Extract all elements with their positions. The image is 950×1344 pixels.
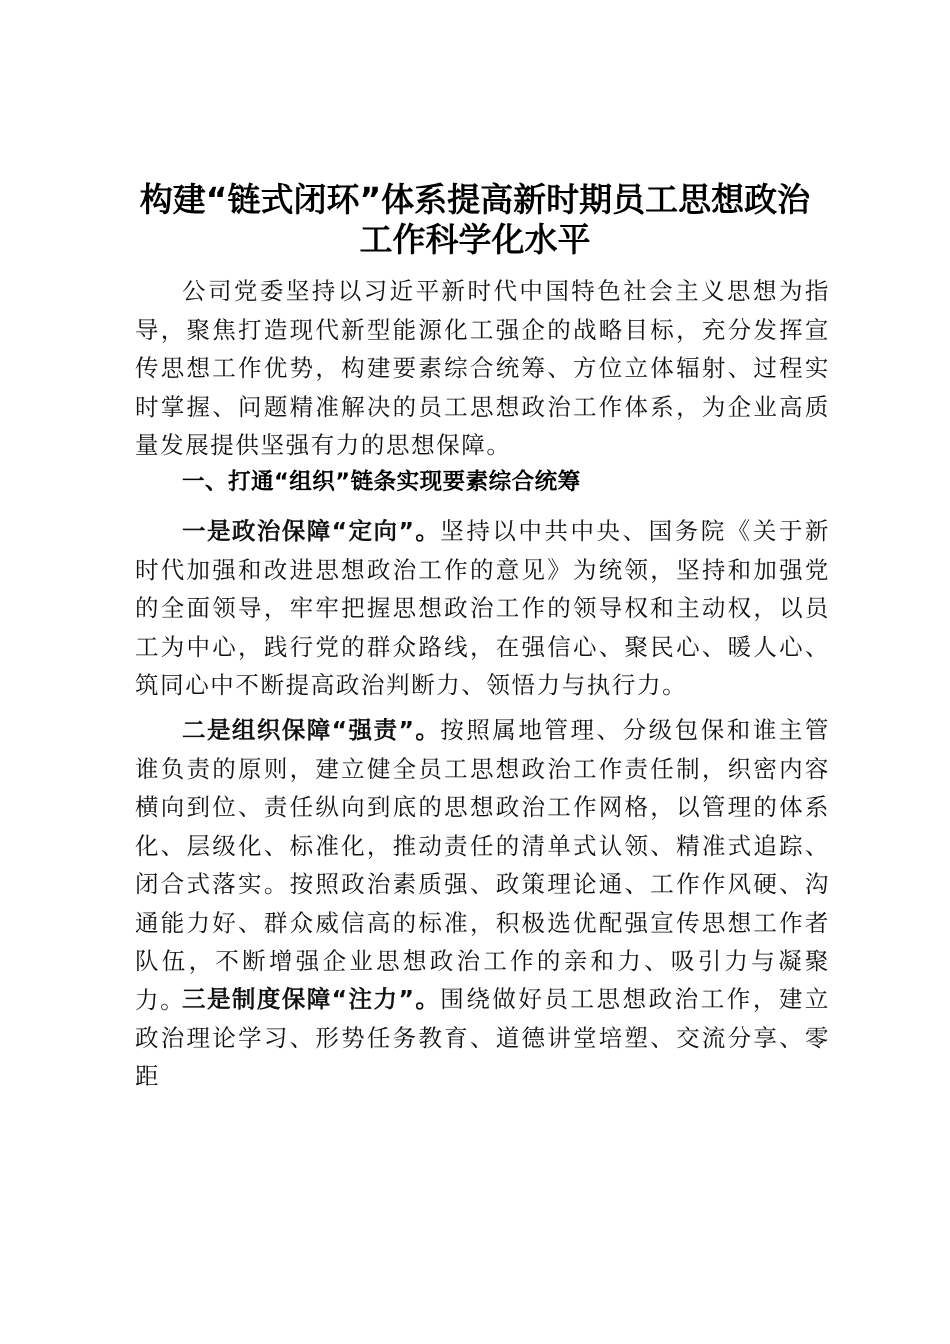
- body-paragraph-3: [135, 980, 830, 1096]
- paragraph-body: 围绕做好员工思想政治工作，建立政治理论学习、形势任务教育、道德讲堂培塑、交流分享、零距: [135, 985, 831, 1090]
- paragraph-lead: 二是组织保障“强责”。: [182, 716, 441, 744]
- intro-paragraph: 公司党委坚持以习近平新时代中国特色社会主义思想为指导，聚焦打造现代新型能源化工强企的战略目标，充分发挥宣传思想工作优势，构建要素综合统筹、方位立体辐射、过程实时掌握、问题精准解决的员工思想政治工作体系，为企业高质量发展提供坚强有力的思想保障。: [135, 277, 830, 459]
- document-title-line-2: 工作科学化水平: [359, 220, 591, 259]
- paragraph-lead: 一是政治保障“定向”。: [182, 517, 441, 545]
- paragraph-body: 按照属地管理、分级包保和谁主管谁负责的原则，建立健全员工思想政治工作责任制，织密内容横向到位、责任纵向到底的思想政治工作网格，以管理的体系化、层级化、标准化，推动责任的清单式认领、精准式追踪、闭合式落实。按照政治素质强、政策理论通、工作作风硬、沟通能力好、群众威信高的标准，积极选优配强宣传思想工作者队伍，不断增强企业思想政治工作的亲和力、吸引力与凝聚力。: [135, 716, 831, 1014]
- paragraph-body: 坚持以中共中央、国务院《关于新时代加强和改进思想政治工作的意见》为统领，坚持和加强党的全面领导，牢牢把握思想政治工作的领导权和主动权，以员工为中心，践行党的群众路线，在强信心、聚民心、暖人心、筑同心中不断提高政治判断力、领悟力与执行力。: [135, 517, 831, 699]
- section-heading-1: 一、打通“组织”链条实现要素综合统筹: [182, 469, 581, 495]
- body-paragraph-1: [135, 512, 830, 705]
- paragraph-lead: 三是制度保障“注力”。: [182, 985, 441, 1013]
- document-title-line-1: 构建“链式闭环”体系提高新时期员工思想政治: [139, 180, 811, 219]
- body-paragraph-2: [135, 711, 830, 1019]
